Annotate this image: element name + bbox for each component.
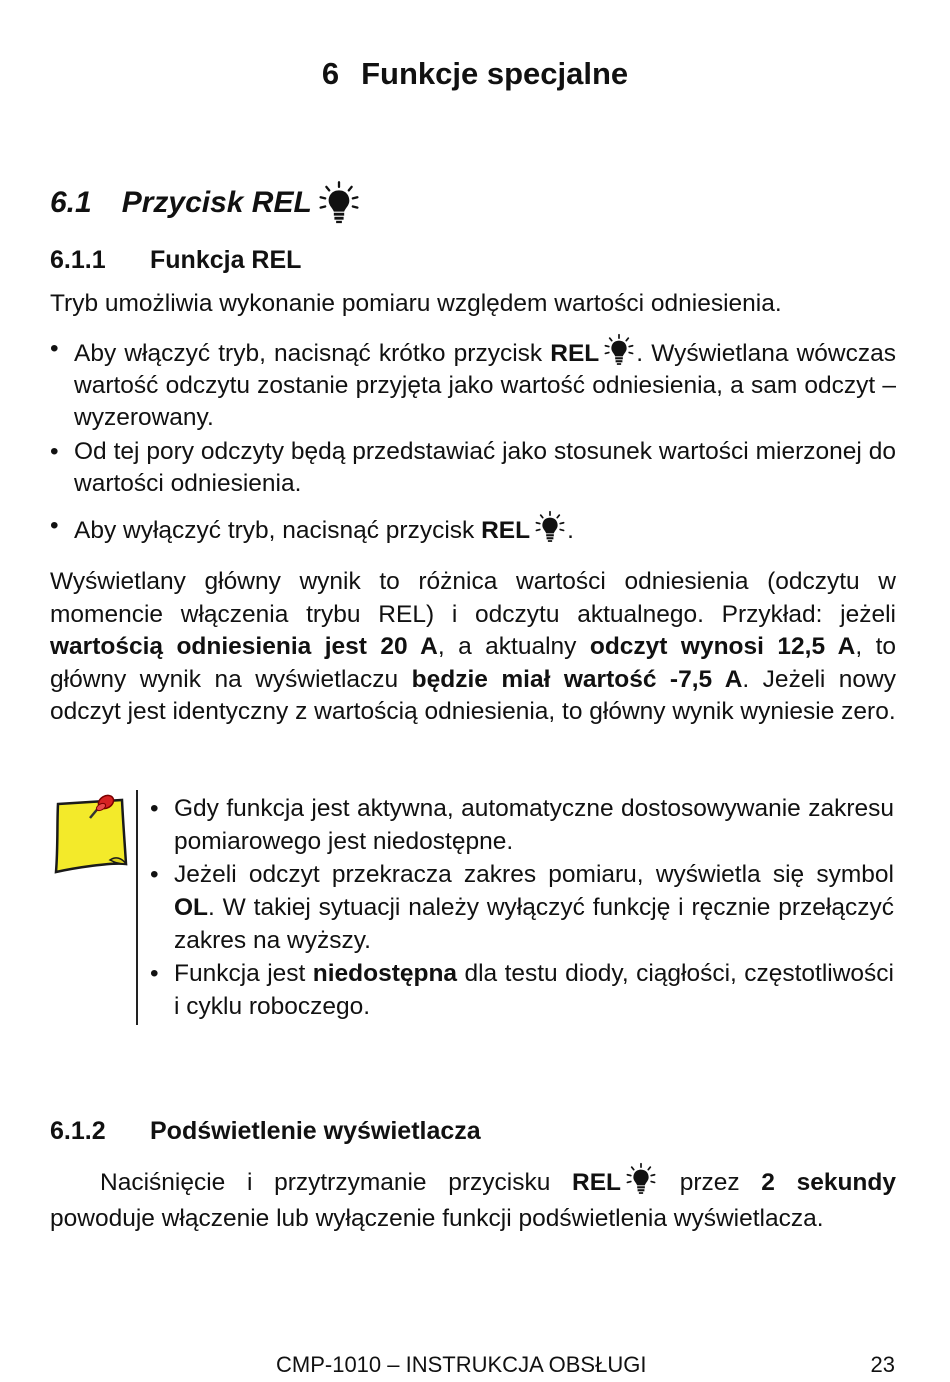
bold-text: 2 sekundy (761, 1169, 896, 1196)
bullet-text: . (567, 517, 574, 544)
pinned-note-icon (52, 792, 132, 878)
subsection-title: Podświetlenie wyświetlacza (150, 1117, 481, 1145)
list-item (150, 858, 894, 957)
paragraph-text: , a aktualny (437, 633, 590, 660)
list-item (150, 957, 894, 1023)
paragraph-text: Naciśnięcie i przytrzymanie przycisku (100, 1169, 573, 1196)
bullet-text: Aby włączyć tryb, nacisnąć krótko przycisk (74, 340, 551, 367)
rel-bullet-list (50, 333, 896, 547)
rel-label: REL (481, 517, 531, 544)
note-text: Gdy funkcja jest aktywna, automatyczne dostosowywanie zakresu pomiarowego jest niedostępne. (174, 795, 894, 855)
note-text: dla testu diody, ciągłości, częstotliwości i cyklu roboczego. (174, 960, 895, 1020)
bold-text: odczyt wynosi 12,5 A (589, 633, 856, 660)
note-text: . W takiej sytuacji należy wyłączyć funkcję i ręcznie przełączyć zakres na wyższy. (174, 894, 894, 954)
paragraph-text: , to główny wynik na wyświetlaczu (50, 633, 897, 693)
intro-paragraph: Tryb umożliwia wykonanie pomiaru względem wartości odniesienia. (50, 290, 782, 317)
list-item (50, 436, 896, 500)
rel-label: REL (572, 1169, 622, 1196)
light-bulb-icon (533, 510, 567, 544)
note-text: Jeżeli odczyt przekracza zakres pomiaru, wyświetla się symbol (174, 861, 894, 888)
bold-text: niedostępna (312, 960, 458, 987)
chapter-title-text: Funkcje specjalne (361, 56, 629, 91)
subsection-heading-backlight (50, 1117, 481, 1146)
section-heading (50, 180, 362, 226)
footer-title: CMP-1010 – INSTRUKCJA OBSŁUGI (276, 1352, 647, 1377)
bullet-text: Od tej pory odczyty będą przedstawiać jako stosunek wartości mierzonej do wartości odniesienia. (74, 438, 896, 497)
page-number: 23 (870, 1352, 895, 1377)
paragraph-text: Wyświetlany główny wynik to różnica wartości odniesienia (odczytu w momencie włączenia trybu REL) i odczytu aktualnego. Przykład: jeżeli (50, 568, 896, 628)
note-text: Funkcja jest (174, 960, 313, 987)
chapter-number: 6 (321, 56, 340, 91)
subsection-title: Funkcja REL (150, 246, 302, 274)
bullet-text: Aby wyłączyć tryb, nacisnąć przycisk (74, 517, 482, 544)
bullet-text: . Wyświetlana wówczas wartość odczytu zostanie przyjęta jako wartość odniesienia, a sam odczyt – wyzerowany. (74, 340, 897, 431)
bold-text: będzie miał wartość -7,5 A (411, 665, 743, 693)
list-item (50, 333, 896, 434)
example-paragraph (50, 566, 896, 729)
rel-label: REL (550, 340, 600, 367)
bold-text: OL (174, 894, 209, 921)
list-item (150, 792, 894, 858)
note-list (150, 792, 894, 1023)
paragraph-text: powoduje włączenie lub wyłączenie funkcji podświetlenia wyświetlacza. (50, 1205, 824, 1232)
note-divider (136, 790, 138, 1025)
chapter-title (0, 56, 950, 92)
light-bulb-icon (602, 333, 636, 367)
paragraph-text: przez (658, 1169, 762, 1196)
list-item (50, 510, 896, 547)
section-title: Przycisk REL (121, 186, 312, 219)
subsection-number: 6.1.1 (50, 246, 106, 274)
backlight-paragraph (50, 1162, 896, 1237)
light-bulb-icon (624, 1162, 658, 1196)
section-number: 6.1 (50, 186, 92, 219)
paragraph-text: . Jeżeli nowy odczyt jest identyczny z wartością odniesienia, to główny wynik wyniesie zero. (50, 665, 896, 725)
bold-text: wartością odniesienia jest 20 A (50, 633, 438, 660)
light-bulb-icon (316, 180, 362, 226)
subsection-heading-rel (50, 246, 301, 275)
subsection-number: 6.1.2 (50, 1117, 106, 1145)
